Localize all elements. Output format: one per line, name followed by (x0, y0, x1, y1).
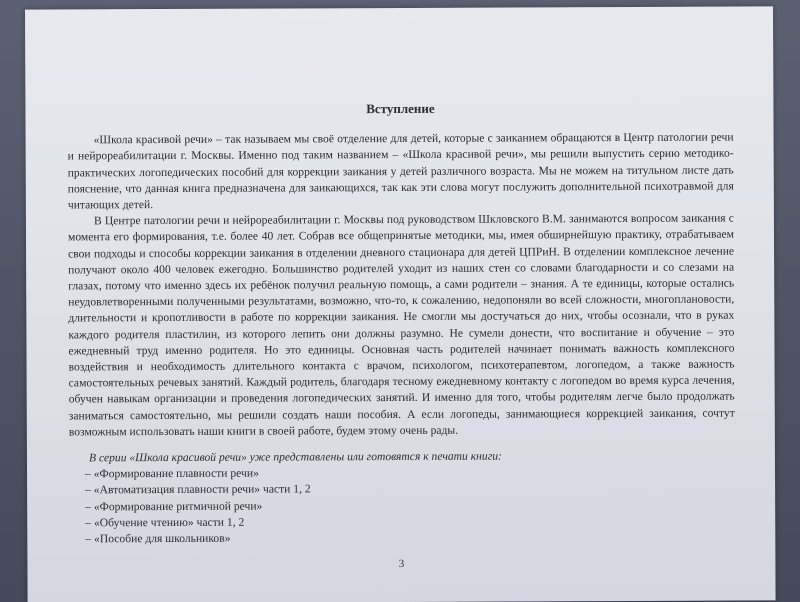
center-paragraph: В Центре патологии речи и нейрореабилитации г. Москвы под руководством Шкловского В.М. занимаются вопросом заикания с момента его формирования, т.е. более 40 лет. Собрав все общепринятые методики, мы, имея обширнейшую практику, отрабатываем свои подходы и способы коррекции заикания в отделении дневного стационара для детей ЦПРиН. В отделении комплексное лечение получают около 400 человек ежегодно. Большинство родителей уходит из наших стен со словами благодарности и со слезами на глазах, потому что именно здесь их ребёнок получил реальную помощь, а сами родители – знания. А те единицы, которые остались неудовлетворенными полученными результатами, возможно, что-то, к сожалению, недопоняли во всей сложности, многоплановости, длительности и кропотливости в работе по коррекции заикания. Не смогли мы достучаться до них, чтобы осознали, что в руках каждого родителя пластилин, из которого лепить они должны разумно. Не сумели донести, что воспитание и обучение – это ежедневный труд именно родителя. Но это единицы. Основная часть родителей начинает понимать важность комплексного воздействия и необходимость длительного контакта с врачом, психологом, психотерапевтом, логопедом, а также важность самостоятельных речевых занятий. Каждый родитель, благодаря тесному ежедневному контакту с логопедом во время курса лечения, обучен навыкам организации и проведения логопедических занятий. И именно для того, чтобы родителям легче было продолжать заниматься самостоятельно, мы решили создать наши пособия. А если логопеды, занимающиеся коррекцией заикания, сочтут возможным использовать наши книги в своей работе, будем этому очень рады. (67, 211, 735, 439)
list-item: – «Формирование ритмичной речи» (85, 499, 263, 514)
list-item: – «Автоматизация плавности речи» части 1, 2 (85, 482, 311, 497)
intro-paragraph: «Школа красивой речи» – так называем мы своё отделение для детей, которые с заиканием обращаются в Центр патологии речи и нейрореабилитации г. Москвы. Именно под таким названием – «Школа красивой речи», мы решили выпустить серию методико-практических логопедических пособий для коррекции заикания у детей различного возраста. Мы не можем на титульном листе дать пояснение, что данная книга предназначена для заикающихся, так как эти слова могут послужить дополнительной психотравмой для читающих детей. (67, 130, 734, 212)
page-content (67, 7, 735, 548)
book-page (25, 6, 776, 602)
page-number: 3 (398, 557, 405, 571)
series-intro: В серии «Школа красивой речи» уже представлены или готовятся к печати книги: (88, 449, 502, 465)
list-item: – «Формирование плавности речи» (85, 466, 259, 481)
book-series-section (69, 448, 735, 548)
list-item: – «Обучение чтению» части 1, 2 (85, 515, 245, 530)
page-title: Вступление (366, 100, 435, 117)
series-list (69, 464, 735, 548)
list-item: – «Пособие для школьников» (85, 531, 231, 546)
